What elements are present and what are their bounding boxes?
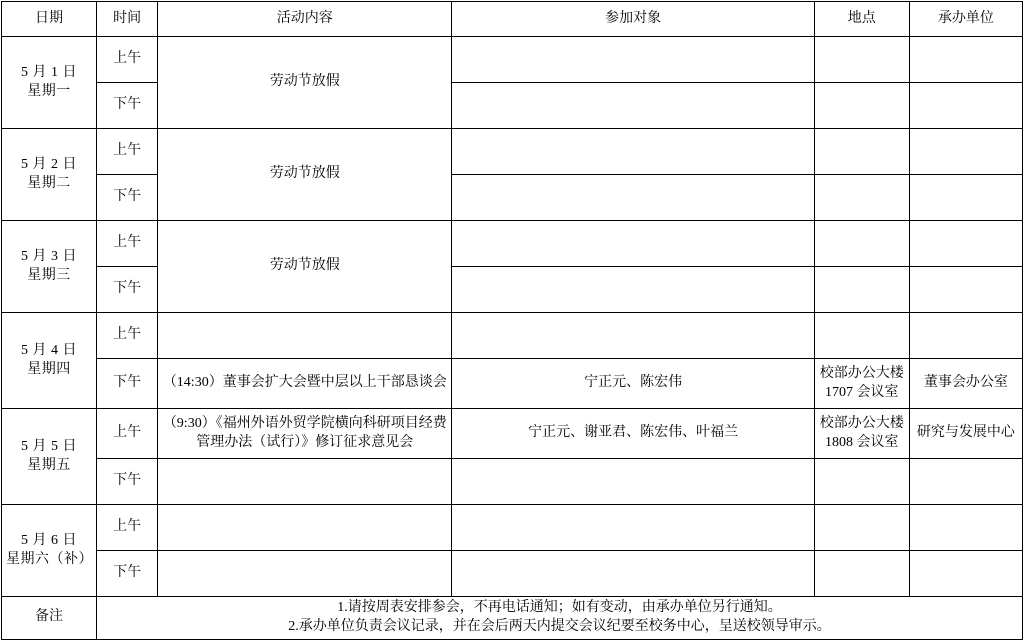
participants-cell (452, 37, 814, 83)
date-line-1: 5 月 3 日 (21, 248, 78, 264)
date-line-1: 5 月 5 日 (21, 438, 78, 454)
header-participants: 参加对象 (452, 2, 814, 37)
participants-cell (452, 221, 814, 267)
organizer-cell (909, 459, 1022, 505)
content-cell (158, 505, 452, 551)
organizer-cell (909, 37, 1022, 83)
header-row (2, 2, 1023, 37)
table-row (2, 551, 1023, 597)
header-organizer: 承办单位 (909, 2, 1022, 37)
note-body (97, 597, 1023, 640)
header-place: 地点 (814, 2, 909, 37)
place-line-2: 1707 会议室 (825, 384, 899, 400)
participants-cell (452, 459, 814, 505)
place-line-2: 1808 会议室 (825, 434, 899, 450)
organizer-cell (909, 267, 1022, 313)
time-cell: 上午 (97, 505, 158, 551)
participants-cell (452, 551, 814, 597)
content-cell (158, 459, 452, 505)
weekly-schedule-sheet (0, 1, 1024, 634)
participants-cell (452, 83, 814, 129)
time-cell: 下午 (97, 267, 158, 313)
place-cell (814, 505, 909, 551)
content-cell: 劳动节放假 (158, 37, 452, 129)
table-row (2, 313, 1023, 359)
organizer-cell (909, 313, 1022, 359)
content-cell (158, 551, 452, 597)
organizer-cell (909, 221, 1022, 267)
organizer-cell: 董事会办公室 (909, 359, 1022, 409)
date-cell (2, 221, 97, 313)
place-cell (814, 551, 909, 597)
time-cell: 下午 (97, 359, 158, 409)
table-row (2, 459, 1023, 505)
place-cell (814, 359, 909, 409)
participants-cell (452, 175, 814, 221)
content-cell: （14:30）董事会扩大会暨中层以上干部恳谈会 (158, 359, 452, 409)
table-row (2, 221, 1023, 267)
note-line-2: 2.承办单位负责会议记录，并在会后两天内提交会议纪要至校务中心，呈送校领导审示。 (288, 618, 831, 634)
participants-cell (452, 313, 814, 359)
weekly-schedule-table (1, 1, 1023, 640)
table-row (2, 37, 1023, 83)
place-cell (814, 313, 909, 359)
time-cell: 下午 (97, 459, 158, 505)
organizer-cell (909, 129, 1022, 175)
participants-cell (452, 129, 814, 175)
table-row (2, 359, 1023, 409)
organizer-cell (909, 551, 1022, 597)
date-line-1: 5 月 2 日 (21, 156, 78, 172)
place-cell (814, 83, 909, 129)
organizer-cell (909, 83, 1022, 129)
header-time: 时间 (97, 2, 158, 37)
table-row (2, 505, 1023, 551)
content-cell: （9:30）《福州外语外贸学院横向科研项目经费管理办法（试行）》修订征求意见会 (158, 409, 452, 459)
time-cell: 上午 (97, 37, 158, 83)
organizer-cell (909, 175, 1022, 221)
place-cell (814, 459, 909, 505)
place-line-1: 校部办公大楼 (819, 365, 904, 381)
place-line-1: 校部办公大楼 (819, 415, 904, 431)
time-cell: 上午 (97, 221, 158, 267)
place-cell (814, 221, 909, 267)
table-row (2, 83, 1023, 129)
date-cell (2, 409, 97, 505)
date-line-2: 星期四 (27, 361, 71, 377)
time-cell: 上午 (97, 129, 158, 175)
time-cell: 下午 (97, 175, 158, 221)
table-row (2, 267, 1023, 313)
place-cell (814, 37, 909, 83)
table-body (2, 37, 1023, 640)
date-line-1: 5 月 6 日 (21, 532, 78, 548)
date-line-2: 星期六（补） (6, 551, 93, 567)
participants-cell: 宁正元、谢亚君、陈宏伟、叶福兰 (452, 409, 814, 459)
date-line-2: 星期二 (27, 175, 71, 191)
note-row (2, 597, 1023, 640)
header-content: 活动内容 (158, 2, 452, 37)
participants-cell (452, 505, 814, 551)
header-date: 日期 (2, 2, 97, 37)
date-cell (2, 129, 97, 221)
place-cell (814, 175, 909, 221)
participants-cell: 宁正元、陈宏伟 (452, 359, 814, 409)
note-label: 备注 (2, 597, 97, 640)
time-cell: 下午 (97, 83, 158, 129)
date-line-1: 5 月 1 日 (21, 64, 78, 80)
place-cell (814, 267, 909, 313)
place-cell (814, 409, 909, 459)
date-cell (2, 313, 97, 409)
note-line-1: 1.请按周表安排参会，不再电话通知；如有变动，由承办单位另行通知。 (337, 600, 782, 615)
table-row (2, 175, 1023, 221)
date-line-1: 5 月 4 日 (21, 342, 78, 358)
content-cell: 劳动节放假 (158, 221, 452, 313)
date-cell (2, 37, 97, 129)
place-cell (814, 129, 909, 175)
content-cell (158, 313, 452, 359)
date-line-2: 星期三 (27, 267, 71, 283)
organizer-cell (909, 505, 1022, 551)
table-row (2, 409, 1023, 459)
time-cell: 下午 (97, 551, 158, 597)
table-row (2, 129, 1023, 175)
time-cell: 上午 (97, 409, 158, 459)
date-cell (2, 505, 97, 597)
organizer-cell: 研究与发展中心 (909, 409, 1022, 459)
date-line-2: 星期五 (27, 457, 71, 473)
date-line-2: 星期一 (27, 83, 71, 99)
content-cell: 劳动节放假 (158, 129, 452, 221)
time-cell: 上午 (97, 313, 158, 359)
participants-cell (452, 267, 814, 313)
table-header (2, 2, 1023, 37)
